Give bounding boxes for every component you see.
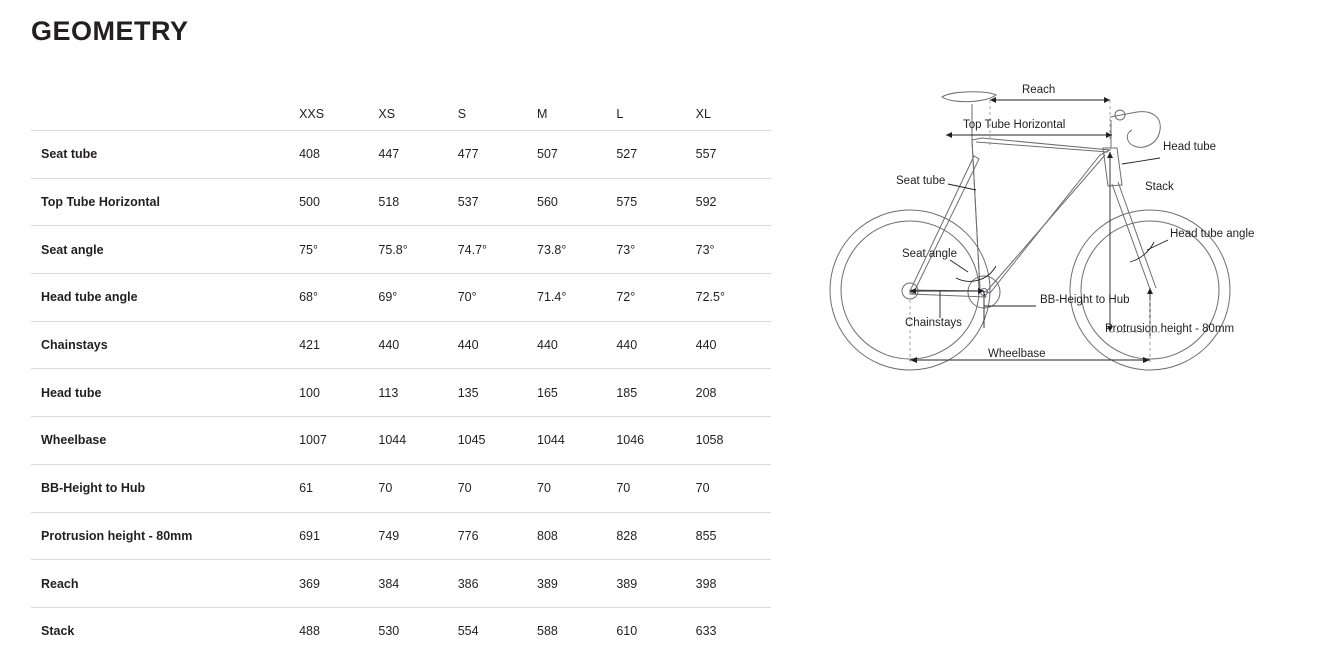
- row-label: BB-Height to Hub: [31, 464, 295, 512]
- cell-value: 560: [533, 178, 612, 226]
- column-header-xl: XL: [692, 84, 771, 131]
- table-header: [31, 84, 771, 131]
- row-label: Seat angle: [31, 226, 295, 274]
- cell-value: 500: [295, 178, 374, 226]
- cell-value: 1058: [692, 417, 771, 465]
- diagram-label-head-tube-angle: Head tube angle: [1170, 228, 1255, 240]
- cell-value: 557: [692, 131, 771, 179]
- table-row: [31, 226, 771, 274]
- cell-value: 749: [374, 512, 453, 560]
- cell-value: 440: [454, 321, 533, 369]
- bike-geometry-diagram: [800, 60, 1310, 390]
- cell-value: 408: [295, 131, 374, 179]
- cell-value: 421: [295, 321, 374, 369]
- cell-value: 1045: [454, 417, 533, 465]
- diagram-label-protrusion-height: Protrusion height - 80mm: [1105, 323, 1235, 335]
- cell-value: 74.7°: [454, 226, 533, 274]
- table-row: [31, 464, 771, 512]
- cell-value: 588: [537, 624, 558, 639]
- cell-value: 389: [612, 560, 691, 608]
- cell-value: 72°: [612, 274, 691, 322]
- cell-value: 70: [454, 464, 533, 512]
- table-row: [31, 321, 771, 369]
- protrusion-arrow-top: [1147, 288, 1153, 294]
- cell-value: 386: [454, 560, 533, 608]
- cell-value: 70: [374, 464, 453, 512]
- frame-seat-tube: [972, 140, 980, 290]
- row-label: Stack: [41, 624, 75, 639]
- cell-value: 389: [533, 560, 612, 608]
- table-row: [31, 369, 771, 417]
- cell-value: 165: [533, 369, 612, 417]
- cell-value: 592: [692, 178, 771, 226]
- cell-value: 518: [374, 178, 453, 226]
- column-header-m: M: [533, 84, 612, 131]
- cell-value: 554: [457, 624, 479, 639]
- cell-value: 398: [692, 560, 771, 608]
- saddle: [942, 92, 996, 102]
- row-label: Protrusion height - 80mm: [31, 512, 295, 560]
- table-row: [31, 274, 771, 322]
- cell-value: 530: [378, 624, 400, 639]
- row-label: Head tube: [31, 369, 295, 417]
- cell-value: 208: [692, 369, 771, 417]
- diagram-label-head-tube: Head tube: [1163, 141, 1217, 153]
- cell-value: 440: [692, 321, 771, 369]
- cell-value: 135: [454, 369, 533, 417]
- head-tube-leader: [1122, 158, 1160, 164]
- frame-fork-2: [1118, 182, 1156, 288]
- cell-value: 70: [692, 464, 771, 512]
- frame-main-triangle: [972, 138, 1110, 293]
- diagram-label-bb-height-to-hub: BB-Height to Hub: [1040, 294, 1130, 306]
- cell-value: 61: [295, 464, 374, 512]
- handlebar: [1110, 112, 1160, 148]
- cell-value: 855: [692, 512, 771, 560]
- table-row: [31, 512, 771, 560]
- cell-value: 75°: [295, 226, 374, 274]
- frame-head-tube: [1103, 148, 1122, 186]
- cell-value: 73°: [692, 226, 771, 274]
- cell-value: 1007: [295, 417, 374, 465]
- diagram-label-chainstays: Chainstays: [905, 317, 962, 329]
- cell-value: 384: [374, 560, 453, 608]
- cell-value: 100: [295, 369, 374, 417]
- row-label: Head tube angle: [31, 274, 295, 322]
- cell-value: 575: [612, 178, 691, 226]
- cell-value: 68°: [295, 274, 374, 322]
- stack-arrow-top: [1107, 152, 1113, 158]
- row-label: Seat tube: [31, 131, 295, 179]
- diagram-label-reach: Reach: [1022, 84, 1056, 96]
- table-header-row: [31, 84, 771, 131]
- cell-value: 610: [616, 624, 638, 639]
- table-row: [31, 131, 771, 179]
- cell-value: 447: [374, 131, 453, 179]
- geometry-table: [31, 84, 771, 655]
- row-label: Reach: [31, 560, 295, 608]
- cell-value: 73.8°: [533, 226, 612, 274]
- cell-value: 691: [295, 512, 374, 560]
- cell-value: 69°: [374, 274, 453, 322]
- head-tube-angle-leader: [1147, 240, 1168, 250]
- row-label: Wheelbase: [31, 417, 295, 465]
- row-label: Top Tube Horizontal: [31, 178, 295, 226]
- cell-value: 185: [612, 369, 691, 417]
- geometry-table-container: [31, 84, 771, 655]
- row-label: Chainstays: [31, 321, 295, 369]
- cell-value: 828: [612, 512, 691, 560]
- cell-value: 1044: [533, 417, 612, 465]
- cell-value: 537: [454, 178, 533, 226]
- cell-value: 1044: [374, 417, 453, 465]
- cell-value: 440: [533, 321, 612, 369]
- wheelbase-arrow-left: [910, 357, 917, 363]
- cell-value: 71.4°: [533, 274, 612, 322]
- frame-fork: [1112, 184, 1150, 289]
- diagram-label-seat-angle: Seat angle: [902, 248, 957, 260]
- cell-value: 633: [695, 624, 717, 639]
- reach-arrow-right: [1104, 97, 1110, 103]
- column-header-xxs: XXS: [295, 84, 374, 131]
- column-header-xs: XS: [374, 84, 453, 131]
- table-row: [31, 178, 771, 226]
- cell-value: 73°: [612, 226, 691, 274]
- top-tube-arrow-left: [946, 132, 952, 138]
- diagram-label-wheelbase: Wheelbase: [988, 348, 1046, 360]
- column-header-l: L: [612, 84, 691, 131]
- seat-tube-leader: [948, 184, 976, 190]
- table-row: [31, 560, 771, 608]
- cell-value: 70°: [454, 274, 533, 322]
- cell-value: 369: [295, 560, 374, 608]
- cell-value: 72.5°: [692, 274, 771, 322]
- cell-value: 70: [612, 464, 691, 512]
- column-header-s: S: [454, 84, 533, 131]
- table-corner-cell: [31, 84, 295, 131]
- cell-value: 477: [454, 131, 533, 179]
- cell-value: 70: [533, 464, 612, 512]
- cell-value: 507: [533, 131, 612, 179]
- diagram-label-top-tube-horizontal: Top Tube Horizontal: [963, 119, 1066, 131]
- page-title: GEOMETRY: [31, 16, 189, 46]
- seat-angle-leader: [950, 260, 968, 272]
- table-body: [31, 131, 771, 655]
- cell-value: 75.8°: [374, 226, 453, 274]
- cell-value: 440: [374, 321, 453, 369]
- cell-value: 527: [612, 131, 691, 179]
- frame-down-tube: [986, 155, 1105, 292]
- cell-value: 776: [454, 512, 533, 560]
- cell-value: 440: [612, 321, 691, 369]
- diagram-label-stack: Stack: [1145, 181, 1174, 193]
- cell-value: 808: [533, 512, 612, 560]
- table-row: [31, 607, 771, 654]
- cell-value: 488: [299, 624, 320, 639]
- wheelbase-arrow-right: [1143, 357, 1150, 363]
- cell-value: 113: [374, 369, 453, 417]
- cell-value: 1046: [612, 417, 691, 465]
- diagram-label-seat-tube: Seat tube: [896, 175, 946, 187]
- table-row: [31, 417, 771, 465]
